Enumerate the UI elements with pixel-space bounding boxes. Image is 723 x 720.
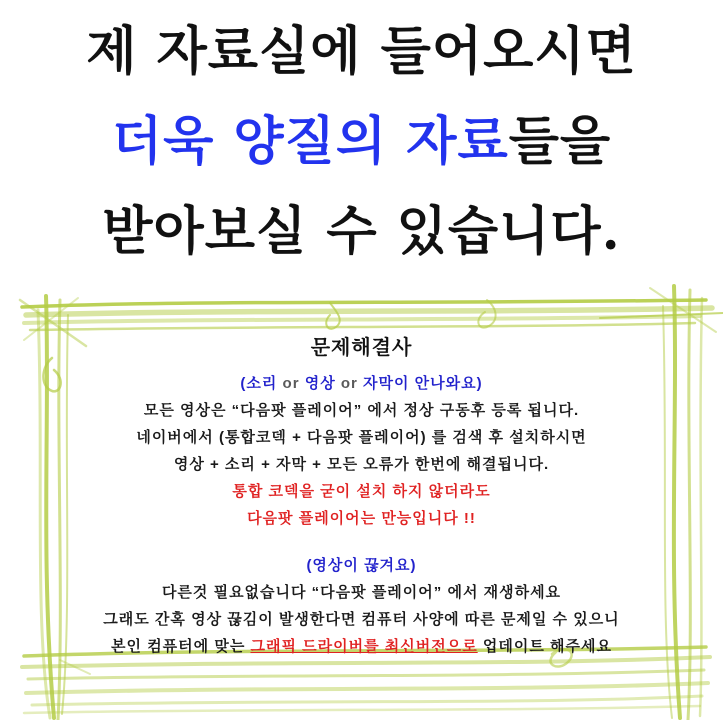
section1-heading-or1: or xyxy=(282,375,300,392)
section1-red-line-1: 통합 코덱을 굳이 설치 하지 않더라도 xyxy=(232,483,491,500)
section2-line-3-black1: 본인 컴퓨터에 맞는 xyxy=(111,638,251,655)
section-gap xyxy=(0,532,723,552)
section1-heading-p3: 자막이 안나와요) xyxy=(357,375,483,392)
section2-line-3-red: 그래픽 드라이버를 최신버전으로 xyxy=(250,638,478,655)
section2-line-3 xyxy=(0,633,723,660)
headline-line-2-blue: 더욱 양질의 자료 xyxy=(111,111,509,172)
section2-line-3-black2: 업데이트 해주세요 xyxy=(477,638,612,655)
section2-line-1: 다른것 필요없습니다 “다음팟 플레이어” 에서 재생하세요 xyxy=(161,584,562,601)
section2-line-2: 그래도 간혹 영상 끊김이 발생한다면 컴퓨터 사양에 따른 문제일 수 있으니 xyxy=(103,611,620,628)
troubleshooting-box xyxy=(0,336,723,660)
section1-line-2: 네이버에서 (통합코덱 + 다음팟 플레이어) 를 검색 후 설치하시면 xyxy=(136,429,587,446)
section2-heading: (영상이 끊겨요) xyxy=(306,557,417,574)
section1-heading-p1: (소리 xyxy=(240,375,283,392)
section1-heading-p2: 영상 xyxy=(299,375,341,392)
section1-heading-or2: or xyxy=(340,375,358,392)
section1-red-line-2: 다음팟 플레이어는 만능입니다 !! xyxy=(247,510,476,527)
box-title: 문제해결사 xyxy=(310,337,413,359)
headline-line-1: 제 자료실에 들어오시면 xyxy=(86,21,637,82)
headline-line-2 xyxy=(0,112,723,172)
headline-line-3: 받아보실 수 있습니다. xyxy=(102,201,621,262)
section1-line-1: 모든 영상은 “다음팟 플레이어” 에서 정상 구동후 등록 됩니다. xyxy=(143,402,580,419)
section1-line-3: 영상 + 소리 + 자막 + 모든 오류가 한번에 해결됩니다. xyxy=(173,456,550,473)
headline xyxy=(0,22,723,292)
section1-heading xyxy=(0,370,723,397)
headline-line-2-black: 들을 xyxy=(508,111,612,172)
